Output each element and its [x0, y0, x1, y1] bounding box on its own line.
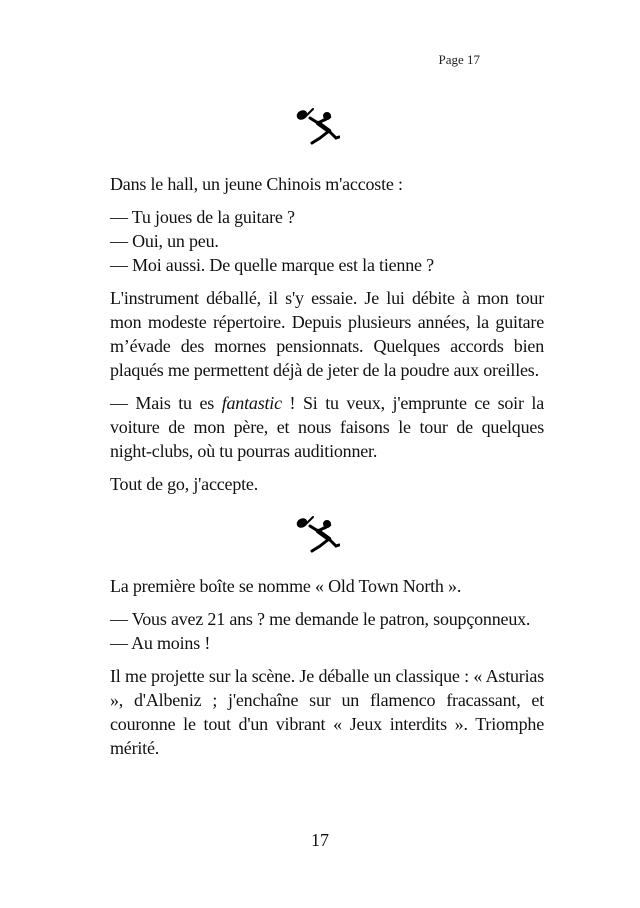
paragraph: La première boîte se nomme « Old Town North ».	[110, 576, 462, 596]
dialogue-line: — Vous avez 21 ans ? me demande le patron, soupçonneux.	[110, 609, 531, 629]
paragraph: Il me projette sur la scène. Je déballe un classique : « Asturias », d'Albeniz ; j'enchaîne sur un flamenco fracassant, et couronne le tout d'un vibrant « Jeux interdits ». Triomphe mérité.	[110, 666, 544, 758]
dancing-figure-icon	[296, 515, 340, 555]
paragraph: L'instrument déballé, il s'y essaie. Je lui débite à mon tour mon modeste répertoire. Depuis plusieurs années, la guitare m’évade des mornes pensionnats. Quelques accords bien plaqués me permettent déjà de jeter de la poudre aux oreilles.	[110, 288, 544, 380]
page-number: 17	[311, 830, 329, 850]
dialogue-line: — Moi aussi. De quelle marque est la tienne ?	[110, 255, 434, 275]
paragraph: Tout de go, j'accepte.	[110, 474, 259, 494]
dialogue-line: — Au moins !	[110, 633, 211, 653]
dialogue-line: — Oui, un peu.	[110, 231, 219, 251]
paragraph	[110, 391, 544, 463]
dancing-figure-icon	[296, 107, 340, 147]
section-one	[110, 172, 544, 496]
section-two	[110, 574, 544, 760]
running-header: Page 17	[438, 52, 480, 67]
emphasis: fantastic	[221, 393, 282, 413]
paragraph: Dans le hall, un jeune Chinois m'accoste :	[110, 174, 403, 194]
dialogue-text: ! Si tu veux, j'emprunte ce soir la voiture de mon père, et nous faisons le tour de quelques night-clubs, où tu pourras auditionner.	[110, 393, 544, 461]
dialogue-line: — Tu joues de la guitare ?	[110, 207, 295, 227]
dialogue-text: — Mais tu es	[110, 393, 222, 413]
